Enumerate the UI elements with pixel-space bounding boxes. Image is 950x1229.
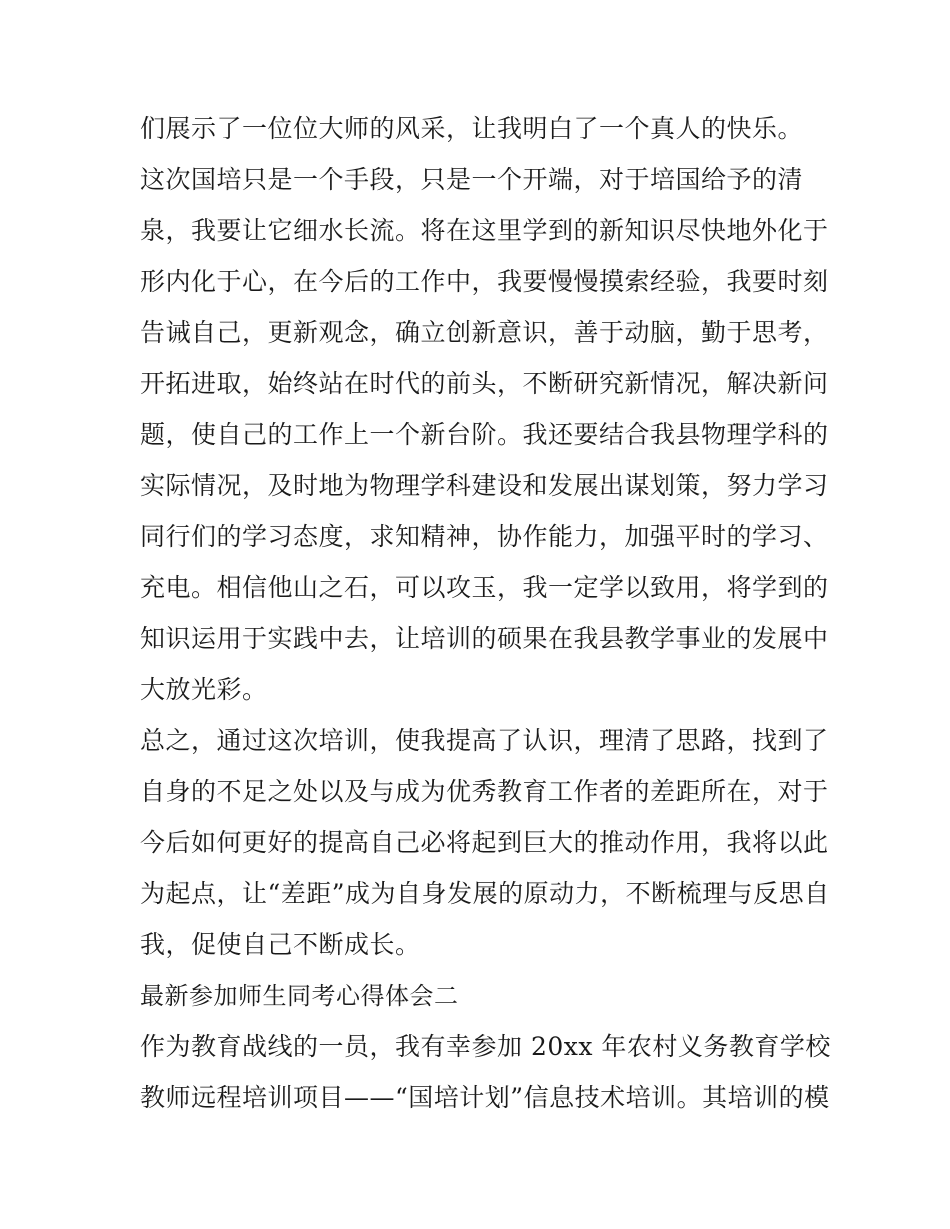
text-line: 们展示了一位位大师的风采，让我明白了一个真人的快乐。: [140, 114, 804, 143]
text-line: 大放光彩。: [140, 675, 268, 704]
text-line: 实际情况，及时地为物理学科建设和发展出谋划策，努力学习: [140, 471, 829, 500]
text-line: 自身的不足之处以及与成为优秀教育工作者的差距所在，对于: [140, 777, 829, 806]
text-line: 泉，我要让它细水长流。将在这里学到的新知识尽快地外化于: [140, 216, 829, 245]
text-line: 开拓进取，始终站在时代的前头，不断研究新情况，解决新问: [140, 369, 829, 398]
section-heading: 最新参加师生同考心得体会二: [140, 982, 459, 1010]
text-line: 今后如何更好的提高自己必将起到巨大的推动作用，我将以此: [140, 828, 829, 857]
text-line: 为起点，让“差距”成为自身发展的原动力，不断梳理与反思自: [140, 879, 830, 908]
text-line: 总之，通过这次培训，使我提高了认识，理清了思路，找到了: [140, 726, 829, 755]
text-line: 题，使自己的工作上一个新台阶。我还要结合我县物理学科的: [140, 420, 829, 449]
text-line: 告诫自己，更新观念，确立创新意识，善于动脑，勤于思考，: [140, 318, 829, 347]
text-line: 作为教育战线的一员，我有幸参加 20xx 年农村义务教育学校: [140, 1032, 831, 1061]
text-line: 这次国培只是一个手段，只是一个开端，对于培国给予的清: [140, 165, 804, 194]
text-line: 教师远程培训项目——“国培计划”信息技术培训。其培训的模: [140, 1083, 830, 1112]
text-line: 形内化于心，在今后的工作中，我要慢慢摸索经验，我要时刻: [140, 267, 829, 296]
text-line: 同行们的学习态度，求知精神，协作能力，加强平时的学习、: [140, 522, 829, 551]
text-line: 知识运用于实践中去，让培训的硕果在我县教学事业的发展中: [140, 624, 829, 653]
text-line: 充电。相信他山之石，可以攻玉，我一定学以致用，将学到的: [140, 573, 829, 602]
text-line: 我，促使自己不断成长。: [140, 930, 421, 959]
